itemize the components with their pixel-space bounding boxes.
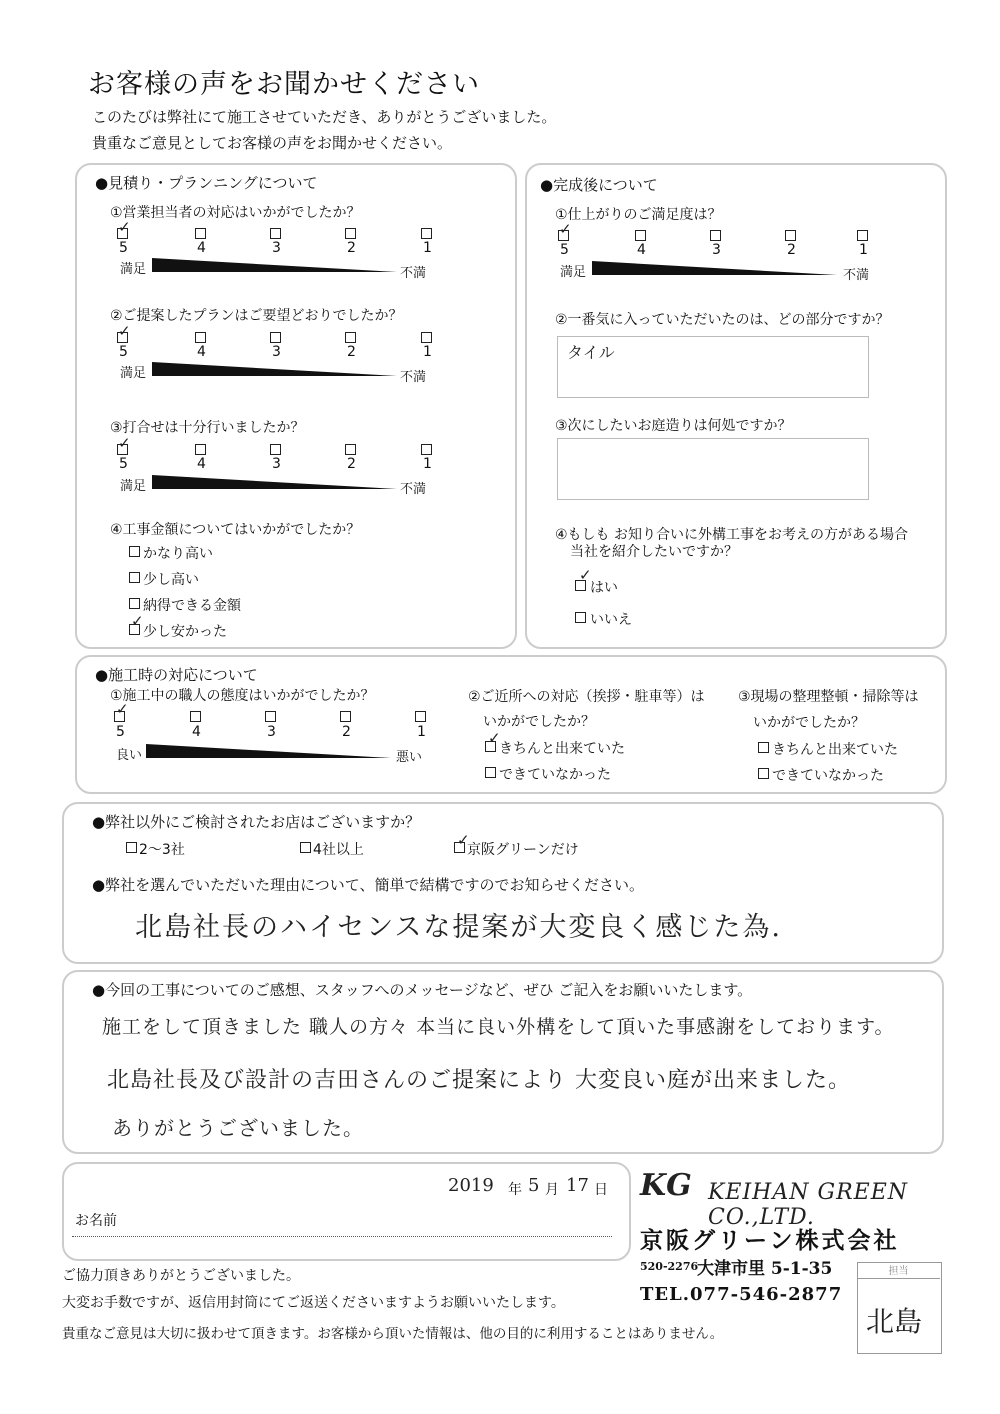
- planning-q3-option-3-checkbox[interactable]: [270, 444, 281, 455]
- scale-number: 4: [637, 242, 646, 258]
- construction-q2-label-1: ②ご近所への対応（挨拶・駐車等）は: [468, 689, 705, 705]
- scale-number: 4: [197, 344, 206, 360]
- scale-number: 5: [119, 456, 128, 472]
- cleanup-ng-label: できていなかった: [772, 768, 884, 784]
- unsatisfied-label: 不満: [400, 266, 427, 281]
- footer-line-2: 大変お手数ですが、返信用封筒にてご返送くださいますようお願いいたします。: [62, 1295, 565, 1311]
- after-q4-label-1: ④もしも お知り合いに外構工事をお考えの方がある場合: [555, 527, 908, 543]
- scale-number: 2: [342, 724, 351, 740]
- planning-q1-option-1-checkbox[interactable]: [421, 228, 432, 239]
- scale-number: 1: [423, 344, 432, 360]
- logo-text: KEIHAN GREEN CO.,LTD.: [708, 1180, 909, 1230]
- footer-line-1: ご協力頂きありがとうございました。: [62, 1268, 300, 1284]
- scale-number: 2: [347, 240, 356, 256]
- next-garden-field[interactable]: [557, 438, 869, 500]
- satisfaction-wedge: [592, 261, 837, 275]
- construction-q3-label-2: いかがでしたか？: [753, 715, 865, 731]
- planning-q2-option-2-checkbox[interactable]: [345, 332, 356, 343]
- shops-option-label: 2～3社: [139, 842, 185, 858]
- price-option-checkbox[interactable]: [129, 572, 140, 583]
- reason-heading: ●弊社を選んでいただいた理由について、簡単で結構ですのでお知らせください。: [92, 876, 645, 894]
- scale-number: 4: [197, 456, 206, 472]
- neighbor-ng-checkbox[interactable]: [485, 767, 496, 778]
- planning-q1-option-3-checkbox[interactable]: [270, 228, 281, 239]
- planning-q4-label: ④工事金額についてはいかがでしたか？: [110, 522, 361, 538]
- staff-name: 北島: [866, 1305, 923, 1338]
- intro-line-2: 貴重なご意見としてお客様の声をお聞かせください。: [92, 134, 453, 152]
- message-line: 北島社長及び設計の吉田さんのご提案により 大変良い庭が出来ました。: [107, 1068, 851, 1093]
- price-option-label: 少し高い: [143, 572, 199, 588]
- company-tel: TEL.077-546-2877: [640, 1284, 843, 1305]
- scale-number: 2: [347, 456, 356, 472]
- scale-number: 3: [272, 456, 281, 472]
- checkmark-icon: ✓: [131, 612, 144, 630]
- scale-number: 5: [119, 240, 128, 256]
- shops-option-checkbox[interactable]: [300, 842, 311, 853]
- checkmark-icon: ✓: [559, 220, 572, 238]
- after-q3-label: ③次にしたいお庭造りは何処ですか？: [555, 418, 792, 434]
- day-label: 日: [594, 1182, 608, 1198]
- reason-answer: 北島社長のハイセンスな提案が大変良く感じた為.: [135, 912, 782, 943]
- attitude-option-3-checkbox[interactable]: [265, 711, 276, 722]
- price-option-label: 納得できる金額: [143, 598, 241, 614]
- checkmark-icon: ✓: [579, 566, 592, 584]
- name-panel: [62, 1162, 631, 1261]
- referral-yes-label: はい: [590, 580, 618, 596]
- planning-q2-option-3-checkbox[interactable]: [270, 332, 281, 343]
- price-option-label: 少し安かった: [143, 624, 227, 640]
- scale-number: 4: [197, 240, 206, 256]
- planning-q2-label: ②ご提案したプランはご要望どおりでしたか？: [110, 308, 403, 324]
- satisfied-label: 満足: [120, 479, 147, 494]
- satisfied-label: 満足: [120, 366, 147, 381]
- scale-number: 5: [560, 242, 569, 258]
- scale-number: 1: [417, 724, 426, 740]
- unsatisfied-label: 不満: [400, 482, 427, 497]
- logo-mark: KG: [640, 1168, 692, 1203]
- shops-option-label: 京阪グリーンだけ: [467, 842, 579, 858]
- shops-option-checkbox[interactable]: [126, 842, 137, 853]
- price-option-checkbox[interactable]: [129, 598, 140, 609]
- other-shops-heading: ●弊社以外にご検討されたお店はございますか？: [92, 813, 421, 831]
- date-year: 2019: [448, 1175, 494, 1196]
- scale-number: 5: [116, 724, 125, 740]
- favorite-part-answer: タイル: [567, 343, 615, 362]
- attitude-option-4-checkbox[interactable]: [190, 711, 201, 722]
- construction-q3-label-1: ③現場の整理整頓・掃除等は: [738, 689, 919, 705]
- scale-number: 3: [272, 240, 281, 256]
- scale-number: 1: [423, 240, 432, 256]
- referral-no-label: いいえ: [590, 612, 632, 628]
- after-q1-option-4-checkbox[interactable]: [635, 230, 646, 241]
- footer-line-3: 貴重なご意見は大切に扱わせて頂きます。お客様から頂いた情報は、他の目的に利用することはありません。: [62, 1326, 724, 1342]
- date-month: 5: [528, 1175, 540, 1196]
- name-label: お名前: [75, 1213, 117, 1229]
- price-option-checkbox[interactable]: [129, 546, 140, 557]
- planning-q2-option-1-checkbox[interactable]: [421, 332, 432, 343]
- planning-q3-option-2-checkbox[interactable]: [345, 444, 356, 455]
- checkmark-icon: ✓: [118, 434, 131, 452]
- bad-label: 悪い: [396, 750, 423, 765]
- cleanup-ok-checkbox[interactable]: [758, 742, 769, 753]
- checkmark-icon: ✓: [116, 700, 129, 718]
- construction-heading: ●施工時の対応について: [95, 666, 258, 684]
- checkmark-icon: ✓: [457, 831, 470, 849]
- planning-q3-option-4-checkbox[interactable]: [195, 444, 206, 455]
- after-heading: ●完成後について: [540, 176, 658, 194]
- intro-line-1: このたびは弊社にて施工させていただき、ありがとうございました。: [92, 108, 557, 126]
- after-q1-option-2-checkbox[interactable]: [785, 230, 796, 241]
- attitude-option-1-checkbox[interactable]: [415, 711, 426, 722]
- company-name: 京阪グリーン株式会社: [640, 1227, 900, 1254]
- after-q1-option-3-checkbox[interactable]: [710, 230, 721, 241]
- scale-number: 2: [787, 242, 796, 258]
- unsatisfied-label: 不満: [400, 370, 427, 385]
- scale-number: 3: [712, 242, 721, 258]
- planning-q3-option-1-checkbox[interactable]: [421, 444, 432, 455]
- satisfied-label: 満足: [560, 265, 587, 280]
- date-day: 17: [566, 1175, 589, 1196]
- construction-q2-label-2: いかがでしたか？: [483, 714, 595, 730]
- referral-no-checkbox[interactable]: [575, 612, 586, 623]
- satisfaction-wedge: [152, 362, 397, 376]
- satisfaction-wedge: [152, 258, 397, 272]
- checkmark-icon: ✓: [488, 729, 501, 747]
- scale-number: 3: [272, 344, 281, 360]
- scale-number: 1: [423, 456, 432, 472]
- satisfaction-wedge: [146, 744, 391, 758]
- company-address: 大津市里 5-1-35: [697, 1259, 833, 1279]
- checkmark-icon: ✓: [118, 322, 131, 340]
- message-line: ありがとうございました。: [112, 1116, 364, 1140]
- good-label: 良い: [116, 748, 143, 763]
- planning-q1-option-4-checkbox[interactable]: [195, 228, 206, 239]
- construction-q1-label: ①施工中の職人の態度はいかがでしたか？: [110, 688, 375, 704]
- satisfaction-wedge: [152, 475, 397, 489]
- staff-stamp-header: 担当: [857, 1262, 940, 1279]
- price-option-label: かなり高い: [143, 546, 213, 562]
- page-title: お客様の声をお聞かせください: [88, 69, 480, 100]
- satisfied-label: 満足: [120, 262, 147, 277]
- scale-number: 3: [267, 724, 276, 740]
- message-line: 施工をして頂きました 職人の方々 本当に良い外構をして頂いた事感謝をしております。: [102, 1016, 895, 1038]
- planning-heading: ●見積り・プランニングについて: [95, 174, 318, 192]
- cleanup-ok-label: きちんと出来ていた: [772, 742, 898, 758]
- planning-q1-option-2-checkbox[interactable]: [345, 228, 356, 239]
- scale-number: 4: [192, 724, 201, 740]
- after-q4-label-2: 当社を紹介したいですか？: [570, 544, 738, 560]
- company-zip: 520-2276: [640, 1260, 699, 1273]
- neighbor-ok-label: きちんと出来ていた: [499, 741, 625, 757]
- after-q1-option-1-checkbox[interactable]: [857, 230, 868, 241]
- message-heading: ●今回の工事についてのご感想、スタッフへのメッセージなど、ぜひ ご記入をお願いいたします。: [92, 981, 753, 999]
- after-q2-label: ②一番気に入っていただいたのは、どの部分ですか？: [555, 312, 890, 328]
- neighbor-ng-label: できていなかった: [499, 767, 611, 783]
- attitude-option-2-checkbox[interactable]: [340, 711, 351, 722]
- scale-number: 5: [119, 344, 128, 360]
- unsatisfied-label: 不満: [843, 268, 870, 283]
- scale-number: 1: [859, 242, 868, 258]
- planning-q1-label: ①営業担当者の対応はいかがでしたか？: [110, 205, 361, 221]
- checkmark-icon: ✓: [118, 218, 131, 236]
- scale-number: 2: [347, 344, 356, 360]
- year-label: 年: [508, 1182, 522, 1198]
- name-field-line[interactable]: [72, 1236, 612, 1237]
- planning-q2-option-4-checkbox[interactable]: [195, 332, 206, 343]
- planning-panel: [75, 163, 517, 649]
- after-q1-label: ①仕上がりのご満足度は？: [555, 207, 722, 223]
- shops-option-label: 4社以上: [313, 842, 364, 858]
- month-label: 月: [545, 1182, 559, 1198]
- cleanup-ng-checkbox[interactable]: [758, 768, 769, 779]
- planning-q3-label: ③打合せは十分行いましたか？: [110, 420, 305, 436]
